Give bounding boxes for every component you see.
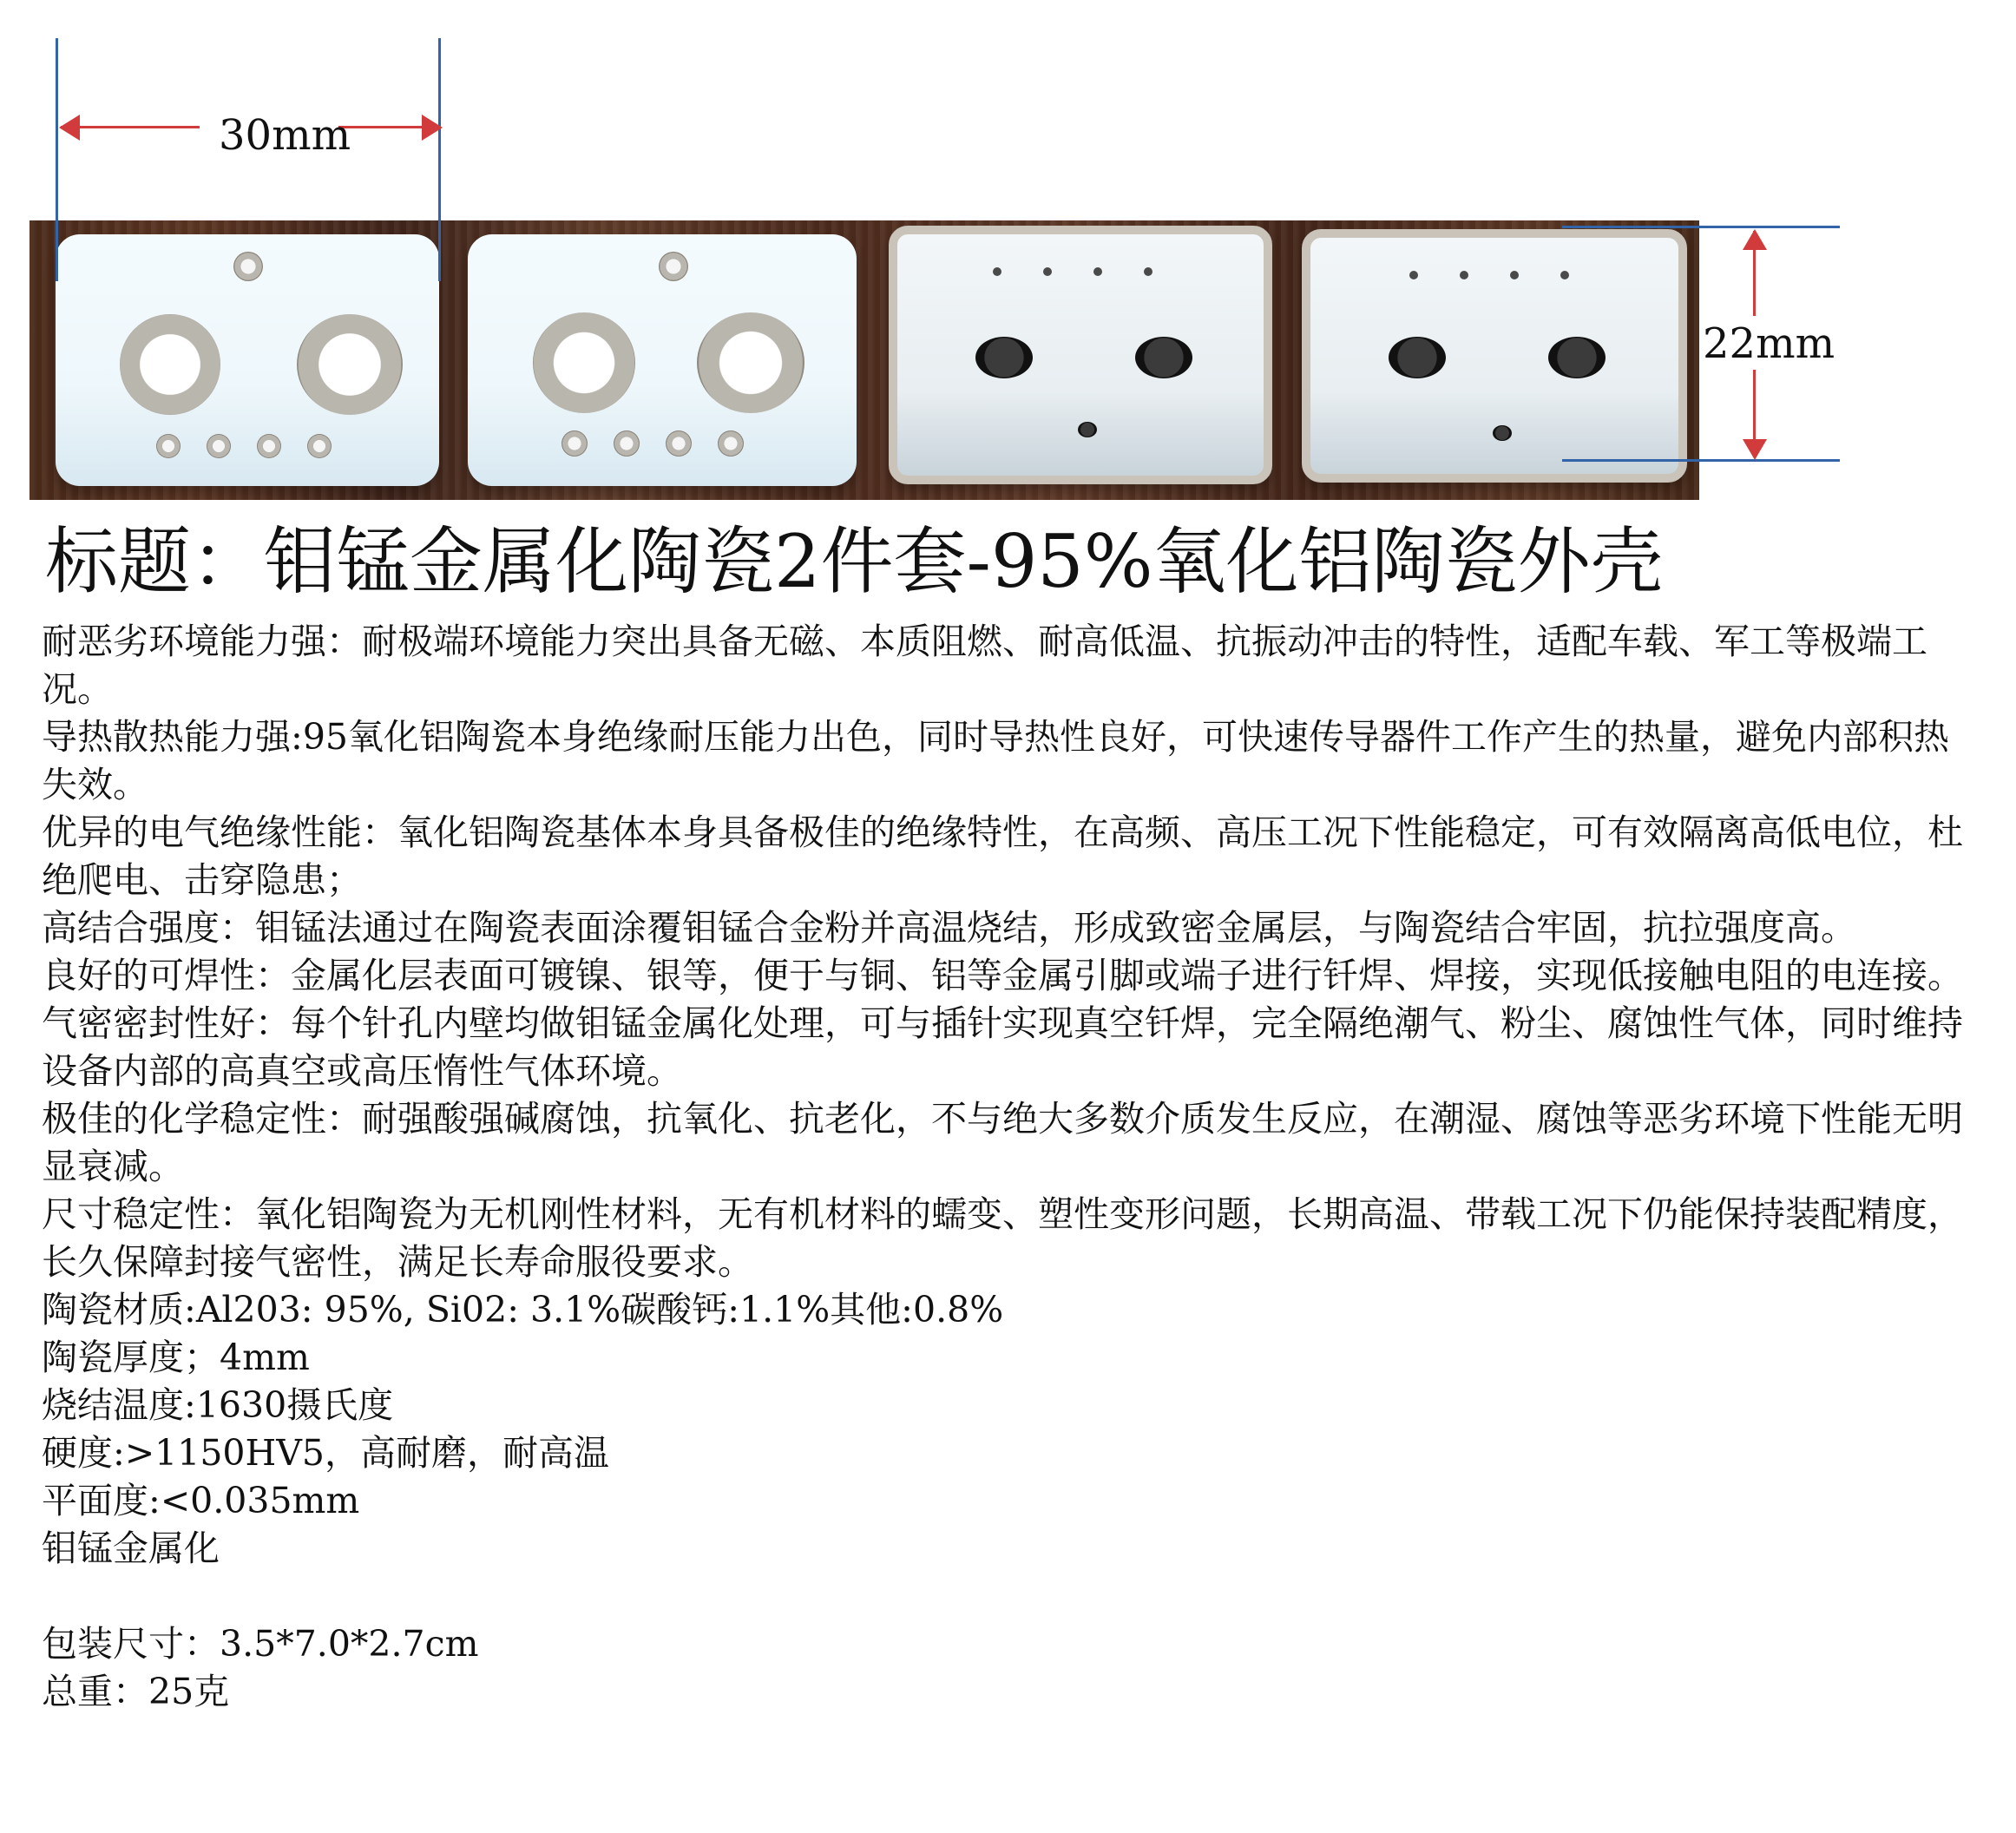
paragraph-dimensional-stability: 尺寸稳定性：氧化铝陶瓷为无机刚性材料，无有机材料的蠕变、塑性变形问题，长期高温、带载工况下仍能保持装配精度，长久保障封接气密性，满足长寿命服役要求。	[42, 1193, 1963, 1283]
small-hole-icon	[993, 267, 1001, 276]
pin-icon	[614, 430, 640, 457]
small-hole-icon	[1409, 271, 1418, 279]
paragraph-bond-strength: 高结合强度：钼锰法通过在陶瓷表面涂覆钼锰合金粉并高温烧结，形成致密金属层，与陶瓷结合牢固，抗拉强度高。	[42, 907, 1856, 949]
pin-icon	[207, 434, 231, 458]
metallized-plate-1	[889, 226, 1272, 484]
washer-icon	[533, 312, 635, 413]
pin-icon	[156, 434, 181, 458]
width-guide-left	[56, 38, 58, 281]
pin-icon	[718, 430, 744, 457]
arrow-down-icon	[1743, 439, 1767, 460]
spacer	[42, 1573, 1977, 1620]
small-hole-icon	[1144, 267, 1152, 276]
arrow-left-icon	[59, 115, 80, 141]
arrow-up-icon	[1743, 229, 1767, 250]
width-arrow-line-left	[61, 126, 200, 128]
washer-icon	[297, 314, 403, 415]
washer-icon	[697, 312, 804, 413]
page-title: 标题：钼锰金属化陶瓷2件套-95%氧化铝陶瓷外壳	[45, 519, 1664, 604]
small-hole-icon	[1078, 422, 1097, 437]
width-dimension-label: 30mm	[219, 111, 351, 160]
spec-flatness: 平面度:<0.035mm	[42, 1480, 360, 1521]
paragraph-insulation: 优异的电气绝缘性能：氧化铝陶瓷基体本身具备极佳的绝缘特性，在高频、高压工况下性能稳定，可有效隔离高低电位，杜绝爬电、击穿隐患；	[42, 811, 1963, 901]
ceramic-plate-2	[468, 234, 857, 486]
paragraph-hermetic-seal: 气密密封性好：每个针孔内壁均做钼锰金属化处理，可与插针实现真空钎焊，完全隔绝潮气、粉尘、腐蚀性气体，同时维持设备内部的高真空或高压惰性气体环境。	[42, 1002, 1963, 1092]
paragraph-thermal: 导热散热能力强:95氧化铝陶瓷本身绝缘耐压能力出色，同时导热性良好，可快速传导器件工作产生的热量，避免内部积热失效。	[42, 716, 1949, 805]
product-photo	[30, 220, 1699, 500]
height-guide-top	[1562, 226, 1840, 228]
packaging-weight: 总重：25克	[42, 1671, 230, 1712]
height-guide-bottom	[1562, 459, 1840, 462]
paragraph-harsh-environment: 耐恶劣环境能力强：耐极端环境能力突出具备无磁、本质阻燃、耐高低温、抗振动冲击的特性，适配车载、军工等极端工况。	[42, 621, 1927, 710]
small-hole-icon	[1043, 267, 1052, 276]
description-text	[42, 618, 1977, 1716]
spec-hardness: 硬度:>1150HV5，高耐磨，耐高温	[42, 1432, 609, 1474]
small-hole-icon	[1460, 271, 1468, 279]
spec-material: 陶瓷材质:Al203: 95%, Si02: 3.1%碳酸钙:1.1%其他:0.8%	[42, 1289, 1004, 1330]
small-hole-icon	[1493, 425, 1512, 441]
small-hole-icon	[1093, 267, 1102, 276]
metallized-plate-2	[1302, 229, 1687, 483]
arrow-right-icon	[422, 115, 443, 141]
width-guide-right	[438, 38, 441, 281]
spec-thickness: 陶瓷厚度；4mm	[42, 1337, 310, 1378]
small-hole-icon	[1510, 271, 1519, 279]
through-hole-icon	[975, 337, 1033, 378]
through-hole-icon	[1548, 337, 1606, 378]
height-dimension-label: 22mm	[1703, 319, 1835, 368]
paragraph-solderability: 良好的可焊性：金属化层表面可镀镍、银等，便于与铜、铝等金属引脚或端子进行钎焊、焊接，实现低接触电阻的电连接。	[42, 955, 1963, 996]
small-hole-icon	[1560, 271, 1569, 279]
ceramic-plate-1	[56, 234, 439, 486]
mounting-hole-icon	[659, 252, 688, 281]
pin-icon	[307, 434, 332, 458]
paragraph-chemical-stability: 极佳的化学稳定性：耐强酸强碱腐蚀，抗氧化、抗老化，不与绝大多数介质发生反应，在潮湿、腐蚀等恶劣环境下性能无明显衰减。	[42, 1098, 1963, 1187]
through-hole-icon	[1389, 337, 1446, 378]
width-arrow-line-right	[338, 126, 434, 128]
packaging-size: 包装尺寸：3.5*7.0*2.7cm	[42, 1623, 479, 1665]
spec-metallization: 钼锰金属化	[42, 1528, 220, 1569]
pin-icon	[666, 430, 692, 457]
spec-sintering-temperature: 烧结温度:1630摄氏度	[42, 1384, 394, 1426]
pin-icon	[561, 430, 588, 457]
pin-icon	[257, 434, 281, 458]
mounting-hole-icon	[233, 252, 263, 281]
washer-icon	[120, 314, 220, 415]
through-hole-icon	[1135, 337, 1192, 378]
